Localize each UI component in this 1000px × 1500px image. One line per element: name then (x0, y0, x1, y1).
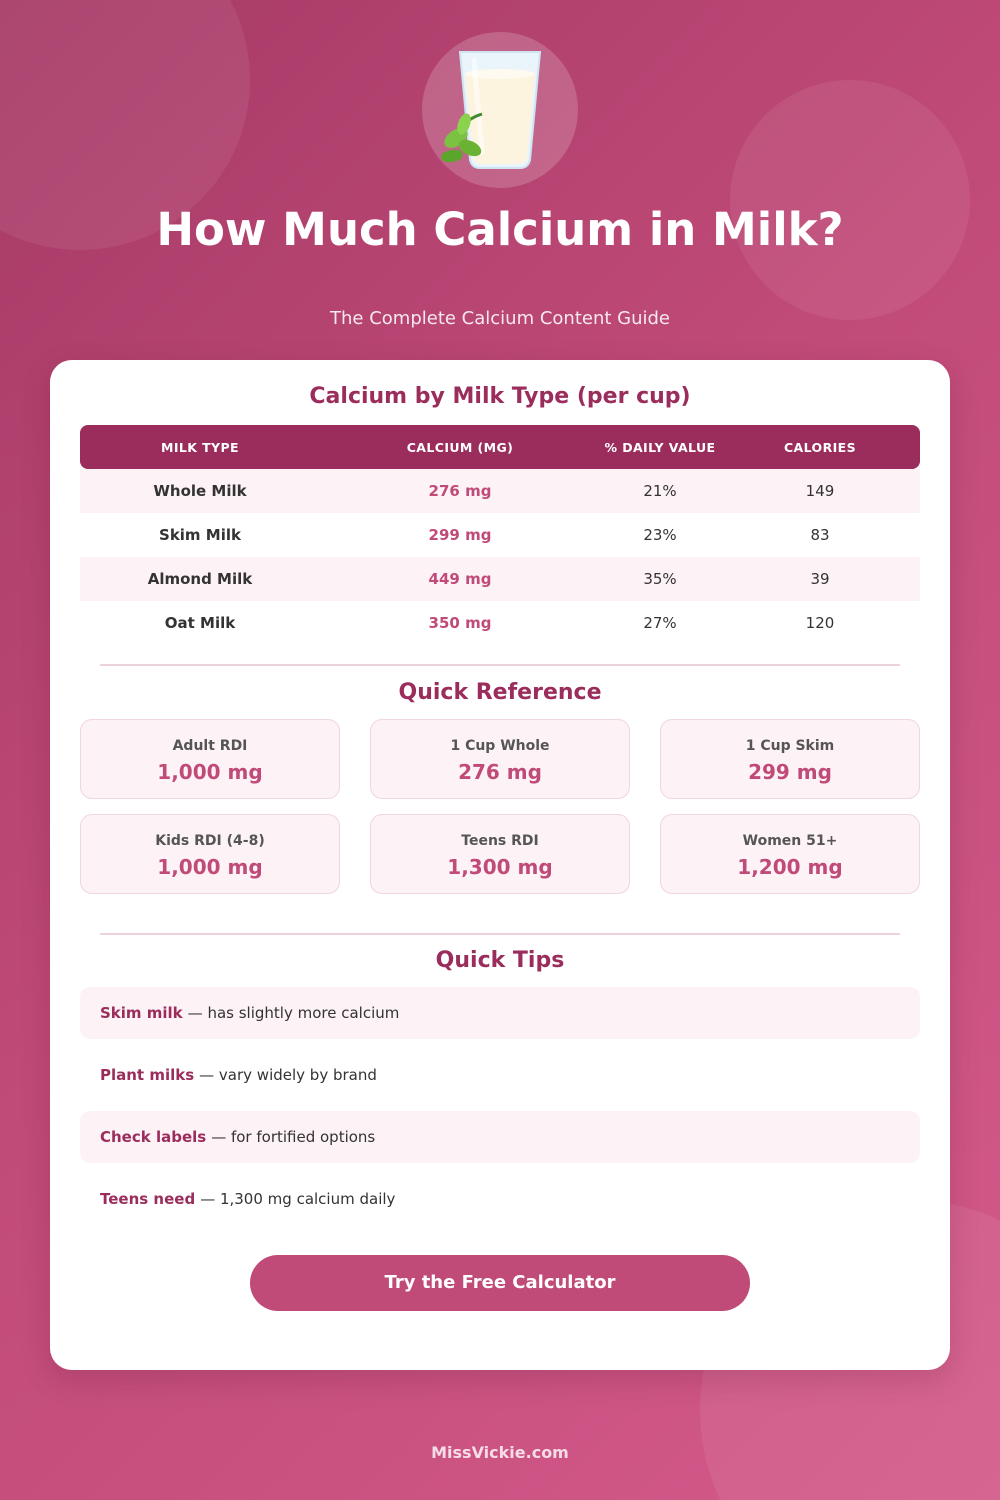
calories-cell: 149 (805, 482, 835, 500)
reference-value: 1,000 mg (157, 760, 263, 784)
milk-glass-icon (422, 32, 578, 188)
section-divider (100, 933, 900, 935)
milk-type-cell: Skim Milk (159, 526, 241, 544)
reference-label: Kids RDI (4-8) (155, 833, 265, 849)
reference-card (80, 814, 340, 894)
column-header: CALCIUM (MG) (406, 439, 514, 455)
calories-cell: 120 (805, 614, 835, 632)
calcium-cell: 276 mg (428, 482, 492, 500)
reference-value: 276 mg (458, 760, 542, 784)
reference-card (370, 719, 630, 799)
table-title: Calcium by Milk Type (per cup) (309, 384, 691, 409)
reference-title: Quick Reference (398, 680, 602, 705)
tip-text: — has slightly more calcium (187, 1004, 400, 1022)
reference-card (660, 814, 920, 894)
tip-item (80, 1111, 920, 1163)
daily-value-cell: 21% (643, 482, 677, 500)
table-row (80, 513, 920, 557)
daily-value-cell: 27% (643, 614, 677, 632)
reference-card (660, 719, 920, 799)
table-row (80, 557, 920, 601)
footer-brand-link[interactable]: MissVickie.com (431, 1443, 569, 1462)
tip-key: Teens need (100, 1190, 196, 1208)
calcium-table (80, 425, 920, 645)
reference-value: 299 mg (748, 760, 832, 784)
calcium-cell: 350 mg (428, 614, 492, 632)
reference-label: Teens RDI (461, 833, 539, 849)
calculator-button[interactable]: Try the Free Calculator (250, 1255, 750, 1311)
calcium-cell: 449 mg (428, 570, 492, 588)
tip-text: — for fortified options (211, 1128, 376, 1146)
reference-card (370, 814, 630, 894)
table-row (80, 469, 920, 513)
reference-value: 1,000 mg (157, 855, 263, 879)
tip-text: — 1,300 mg calcium daily (200, 1190, 396, 1208)
content-card (50, 360, 950, 1370)
reference-value: 1,200 mg (737, 855, 843, 879)
reference-label: Adult RDI (172, 738, 248, 754)
tip-item (80, 1049, 920, 1101)
page-subtitle: The Complete Calcium Content Guide (330, 308, 670, 329)
tip-key: Skim milk (100, 1004, 183, 1022)
column-header: MILK TYPE (161, 439, 239, 455)
milk-type-cell: Almond Milk (147, 570, 253, 588)
tip-item (80, 987, 920, 1039)
tips-title: Quick Tips (435, 948, 565, 973)
tip-key: Check labels (100, 1128, 207, 1146)
column-header: % DAILY VALUE (604, 439, 716, 455)
table-row (80, 601, 920, 645)
table-header (80, 425, 920, 469)
daily-value-cell: 35% (643, 570, 677, 588)
reference-label: Women 51+ (742, 833, 838, 849)
tip-key: Plant milks (100, 1066, 195, 1084)
daily-value-cell: 23% (643, 526, 677, 544)
column-header: CALORIES (783, 439, 856, 455)
reference-value: 1,300 mg (447, 855, 553, 879)
reference-card (80, 719, 340, 799)
milk-type-cell: Oat Milk (164, 614, 236, 632)
tip-text: — vary widely by brand (199, 1066, 377, 1084)
calories-cell: 39 (810, 570, 830, 588)
page-title: How Much Calcium in Milk? (156, 203, 844, 256)
reference-label: 1 Cup Skim (745, 738, 835, 754)
reference-label: 1 Cup Whole (450, 738, 550, 754)
tip-item (80, 1173, 920, 1225)
milk-type-cell: Whole Milk (153, 482, 247, 500)
calcium-cell: 299 mg (428, 526, 492, 544)
section-divider (100, 664, 900, 666)
calories-cell: 83 (810, 526, 830, 544)
